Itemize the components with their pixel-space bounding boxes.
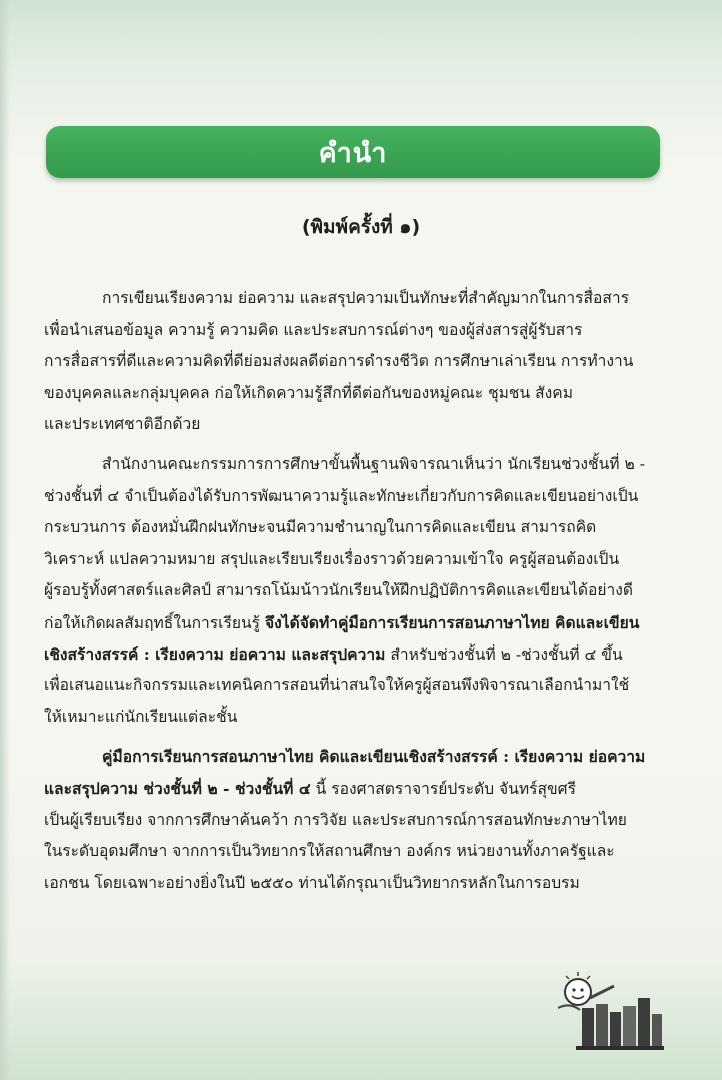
text-line: การเขียนเรียงความ ย่อความ และสรุปความเป็นทักษะที่สำคัญมากในการสื่อสาร	[102, 289, 630, 307]
text-line: วิเคราะห์ แปลความหมาย สรุปและเรียบเรียงเรื่องราวด้วยความเข้าใจ ครูผู้สอนต้องเป็น	[44, 549, 620, 568]
edition-label: (พิมพ์ครั้งที่ ๑)	[301, 216, 421, 238]
text-line: กระบวนการ ต้องหมั่นฝึกฝนทักษะจนมีความชำนาญในการคิดและเขียน สามารถคิด	[44, 518, 597, 537]
text-line: เป็นผู้เรียบเรียง จากการศึกษาค้นคว้า การวิจัย และประสบการณ์การสอนทักษะภาษาไทย	[44, 810, 627, 829]
page-edge-shadow	[0, 0, 10, 1080]
preface-body	[44, 283, 674, 899]
text-line: คู่มือการเรียนการสอนภาษาไทย คิดและเขียนเชิงสร้างสรรค์ : เรียงความ ย่อความ	[102, 747, 646, 767]
text-line: การสื่อสารที่ดีและความคิดที่ดีย่อมส่งผลดีต่อการดำรงชีวิต การศึกษาเล่าเรียน การทำงาน	[44, 352, 634, 371]
text-line: และประเทศชาติอีกด้วย	[44, 415, 201, 434]
page-title: คำนำ	[318, 137, 388, 169]
text-line	[44, 607, 674, 639]
text-line: เอกชน โดยเฉพาะอย่างยิ่งในปี ๒๕๕๐ ท่านได้กรุณาเป็นวิทยากรหลักในการอบรม	[44, 873, 580, 892]
bold-book-title: และสรุปความ ช่วงชั้นที่ ๒ - ช่วงชั้นที่ ๔	[44, 778, 311, 798]
text-line: เพื่อนำเสนอข้อมูล ความรู้ ความคิด และประสบการณ์ต่างๆ ของผู้ส่งสารสู่ผู้รับสาร	[44, 320, 583, 339]
text-line: เพื่อเสนอแนะกิจกรรมและเทคนิคการสอนที่น่าสนใจให้ครูผู้สอนพึงพิจารณาเลือกนำมาใช้	[44, 676, 630, 695]
text-line	[44, 773, 674, 805]
text-line: ช่วงชั้นที่ ๔ จำเป็นต้องได้รับการพัฒนาความรู้และทักษะเกี่ยวกับการคิดและเขียนอย่างเป็น	[44, 486, 639, 505]
text-line: ในระดับอุดมศึกษา จากการเป็นวิทยากรให้สถานศึกษา องค์กร หน่วยงานทั้งภาครัฐและ	[44, 842, 615, 861]
text-line: ให้เหมาะแก่นักเรียนแต่ละชั้น	[44, 707, 238, 726]
text-line: ผู้รอบรู้ทั้งศาสตร์และศิลป์ สามารถโน้มน้าวนักเรียนให้ฝึกปฏิบัติการคิดและเขียนได้อย่างดี	[44, 581, 633, 600]
text-segment: นี้ รองศาสตราจารย์ประดับ จันทร์สุขศรี	[310, 779, 576, 798]
text-segment: สำหรับช่วงชั้นที่ ๒ -ช่วงชั้นที่ ๔ ขึ้น	[385, 645, 623, 664]
bold-book-title: เชิงสร้างสรรค์ : เรียงความ ย่อความ และสรุปความ	[44, 644, 386, 664]
text-line	[44, 639, 674, 671]
book-mascot-icon	[556, 968, 664, 1052]
text-line: สำนักงานคณะกรรมการการศึกษาขั้นพื้นฐานพิจารณาเห็นว่า นักเรียนช่วงชั้นที่ ๒ -	[102, 454, 646, 473]
text-segment: ก่อให้เกิดผลสัมฤทธิ์ในการเรียนรู้	[44, 613, 266, 632]
bold-book-title: จึงได้จัดทำคู่มือการเรียนการสอนภาษาไทย คิดและเขียน	[265, 612, 640, 632]
text-line: ของบุคคลและกลุ่มบุคคล ก่อให้เกิดความรู้สึกที่ดีต่อกันของหมู่คณะ ชุมชน สังคม	[44, 383, 573, 402]
title-banner	[46, 126, 660, 178]
